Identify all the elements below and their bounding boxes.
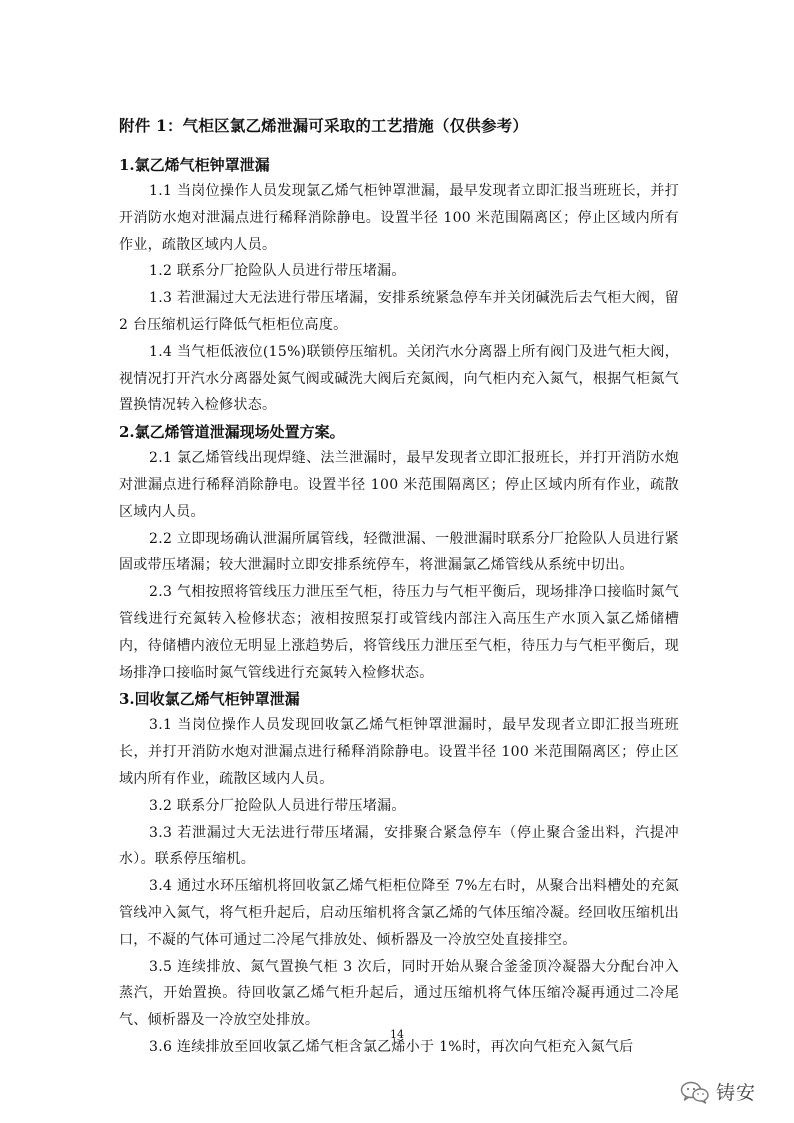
paragraph-2-1: 2.1 氯乙烯管线出现焊缝、法兰泄漏时，最早发现者立即汇报班长，并打开消防水炮对泄漏点进行稀释消除静电。设置半径 100 米范围隔离区；停止区域内所有作业，疏散区域内人员。 [119,450,679,520]
paragraph-2-3: 2.3 气相按照将管线压力泄压至气柜，待压力与气柜平衡后，现场排净口接临时氮气管线进行充氮转入检修状态；液相按照泵打或管线内部注入高压生产水顶入氯乙烯储槽内，待储槽内液位无明显上涨趋势后，将管线压力泄压至气柜，待压力与气柜平衡后，现场排净口接临时氮气管线进行充氮转入检修状态。 [119,584,679,681]
paragraph-1-3: 1.3 若泄漏过大无法进行带压堵漏，安排系统紧急停车并关闭碱洗后去气柜大阀，留 2 台压缩机运行降低气柜柜位高度。 [119,290,679,333]
paragraph-1-2: 1.2 联系分厂抢险队人员进行带压堵漏。 [149,263,406,280]
paragraph-3-5: 3.5 连续排放、氮气置换气柜 3 次后，同时开始从聚合釜釜顶冷凝器大分配台冲入蒸汽，开始置换。待回收氯乙烯气柜升起后，通过压缩机将气体压缩冷凝再通过二冷尾气、倾析器及一冷放空处排放。 [119,958,679,1029]
paragraph-1-1: 1.1 当岗位操作人员发现氯乙烯气柜钟罩泄漏，最早发现者立即汇报当班班长，并打开消防水炮对泄漏点进行稀释消除静电。设置半径 100 米范围隔离区；停止区域内所有作业，疏散区域内人员。 [119,183,679,253]
section-heading-2: 2.氯乙烯管道泄漏现场处置方案。 [119,423,345,442]
watermark [680,1078,756,1105]
document-title: 附件 1：气柜区氯乙烯泄漏可采取的工艺措施（仅供参考） [119,116,529,135]
page-number: 14 [390,1028,404,1041]
wechat-icon [680,1080,710,1104]
document-body [119,152,679,1061]
paragraph-3-6: 3.6 连续排放至回收氯乙烯气柜含氯乙烯小于 1%时，再次向气柜充入氮气后 [149,1038,634,1055]
paragraph-3-4: 3.4 通过水环压缩机将回收氯乙烯气柜柜位降至 7%左右时，从聚合出料槽处的充氮管线冲入氮气，将气柜升起后，启动压缩机将含氯乙烯的气体压缩冷凝。经回收压缩机出口，不凝的气体可通过二冷尾气排放处、倾析器及一冷放空处直接排空。 [119,878,679,948]
watermark-text: 铸安 [715,1082,756,1104]
paragraph-3-3: 3.3 若泄漏过大无法进行带压堵漏，安排聚合紧急停车（停止聚合釜出料，汽提冲水）。联系停压缩机。 [119,824,679,868]
paragraph-1-4: 1.4 当气柜低液位(15%)联锁停压缩机。关闭汽水分离器上所有阀门及进气柜大阀，视情况打开汽水分离器处氮气阀或碱洗大阀后充氮阀，向气柜内充入氮气，根据气柜氮气置换情况转入检修状态。 [119,343,679,414]
section-heading-3: 3.回收氯乙烯气柜钟罩泄漏 [119,690,300,709]
paragraph-3-2: 3.2 联系分厂抢险队人员进行带压堵漏。 [149,797,406,814]
section-heading-1: 1.氯乙烯气柜钟罩泄漏 [119,156,270,174]
paragraph-3-1: 3.1 当岗位操作人员发现回收氯乙烯气柜钟罩泄漏时，最早发现者立即汇报当班班长，并打开消防水炮对泄漏点进行稀释消除静电。设置半径 100 米范围隔离区；停止区域内所有作业，疏散区域内人员。 [119,717,679,787]
paragraph-2-2: 2.2 立即现场确认泄漏所属管线，轻微泄漏、一般泄漏时联系分厂抢险队人员进行紧固或带压堵漏；较大泄漏时立即安排系统停车，将泄漏氯乙烯管线从系统中切出。 [119,530,679,574]
